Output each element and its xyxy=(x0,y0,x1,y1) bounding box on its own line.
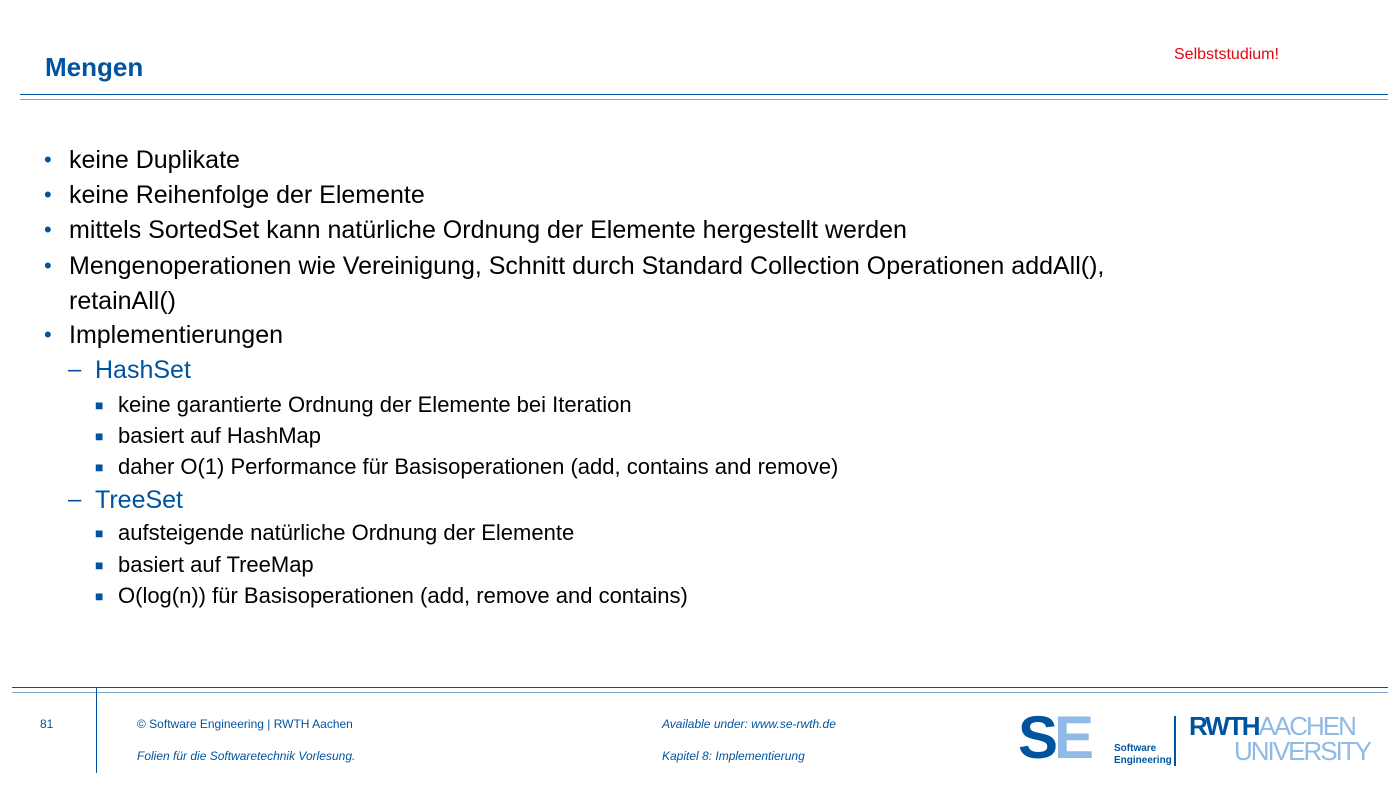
footer-divider xyxy=(96,687,97,773)
bullet-dot-icon: • xyxy=(44,322,52,347)
square-bullet-icon: ■ xyxy=(95,428,104,444)
se-logo xyxy=(1018,704,1091,771)
slide-title: Mengen xyxy=(45,52,144,82)
hashset-item: keine garantierte Ordnung der Elemente bei Iteration xyxy=(118,392,632,417)
se-logo-line1: Software xyxy=(1114,743,1157,754)
bullet-dot-icon: • xyxy=(44,253,52,278)
hashset-item: basiert auf HashMap xyxy=(118,423,321,448)
footer-rule-bottom xyxy=(12,692,1388,693)
se-logo-caption xyxy=(1114,743,1172,767)
bullet-item: keine Reihenfolge der Elemente xyxy=(69,181,425,209)
se-logo-line2: Engineering xyxy=(1114,755,1172,766)
hashset-item: daher O(1) Performance für Basisoperationen (add, contains and remove) xyxy=(118,454,839,479)
square-bullet-icon: ■ xyxy=(95,397,104,413)
header-rule-top xyxy=(20,94,1388,95)
square-bullet-icon: ■ xyxy=(95,557,104,573)
self-study-badge: Selbststudium! xyxy=(1174,46,1279,63)
treeset-item: aufsteigende natürliche Ordnung der Elemente xyxy=(118,520,575,545)
dash-bullet-icon: – xyxy=(68,356,82,383)
bullet-item-continuation: retainAll() xyxy=(69,287,176,315)
bullet-item: keine Duplikate xyxy=(69,146,240,174)
rwth-logo-rwth: RWTH xyxy=(1189,711,1259,741)
chapter-text: Kapitel 8: Implementierung xyxy=(662,749,805,763)
se-logo-s: S xyxy=(1018,704,1055,771)
logo-separator xyxy=(1174,716,1176,766)
rwth-logo-aachen: AACHEN xyxy=(1258,711,1355,741)
square-bullet-icon: ■ xyxy=(95,588,104,604)
se-logo-e: E xyxy=(1054,704,1091,771)
treeset-heading: TreeSet xyxy=(95,486,184,514)
dash-bullet-icon: – xyxy=(68,486,82,513)
square-bullet-icon: ■ xyxy=(95,525,104,541)
bullet-dot-icon: • xyxy=(44,147,52,172)
bullet-item: Mengenoperationen wie Vereinigung, Schnitt durch Standard Collection Operationen addAll(), xyxy=(69,252,1105,280)
course-text: Folien für die Softwaretechnik Vorlesung. xyxy=(137,749,356,763)
page-number: 81 xyxy=(40,717,54,731)
copyright-text: © Software Engineering | RWTH Aachen xyxy=(137,717,353,731)
treeset-item: basiert auf TreeMap xyxy=(118,552,314,577)
header-rule-bottom xyxy=(20,99,1388,100)
bullet-dot-icon: • xyxy=(44,217,52,242)
bullet-item: Implementierungen xyxy=(69,321,284,349)
bullet-dot-icon: • xyxy=(44,182,52,207)
square-bullet-icon: ■ xyxy=(95,459,104,475)
treeset-item: O(log(n)) für Basisoperationen (add, remove and contains) xyxy=(118,583,688,608)
footer-rule-top xyxy=(12,687,1388,688)
hashset-heading: HashSet xyxy=(95,356,191,384)
available-text: Available under: www.se-rwth.de xyxy=(662,717,836,731)
bullet-item: mittels SortedSet kann natürliche Ordnung der Elemente hergestellt werden xyxy=(69,216,907,244)
rwth-logo-university: UNIVERSITY xyxy=(1234,736,1371,766)
